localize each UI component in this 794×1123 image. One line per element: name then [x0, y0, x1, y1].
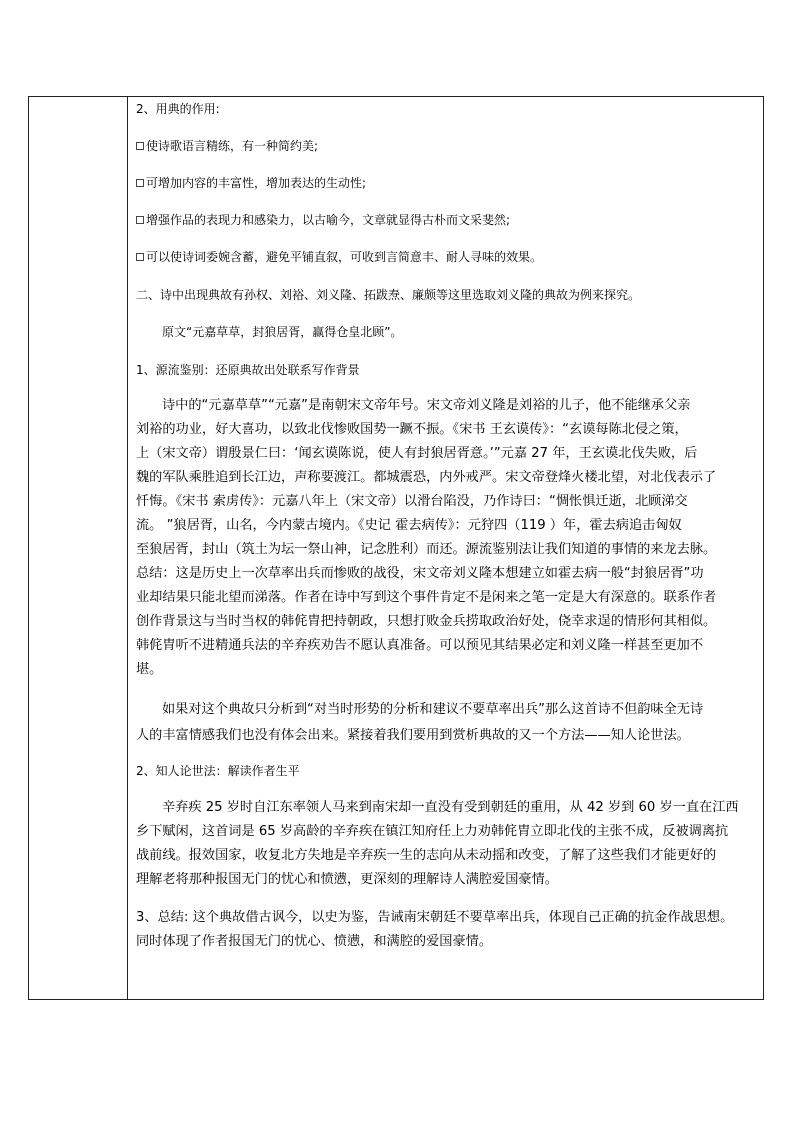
- method-heading-biography: 2、知人论世法：解读作者生平: [136, 764, 300, 778]
- paragraph-line: 辛弃疾 25 岁时自江东率领人马来到南宋却一直没有受到朝廷的重用，从 42 岁到 60 岁一直在江西: [162, 800, 739, 815]
- effect-item: 增强作品的表现力和感染力，以古喻今，文章就显得古朴而文采斐然;: [136, 211, 510, 229]
- paragraph-line: 诗中的“元嘉草草”“元嘉”是南朝宋文帝年号。宋文帝刘义隆是刘裕的儿子，他不能继承父亲: [162, 398, 691, 413]
- paragraph-line: 魏的军队乘胜追到长江边，声称要渡江。都城震恐，内外戒严。宋文帝登烽火楼北望，对北伐表示了: [136, 470, 717, 485]
- summary-line: 3、总结: 这个典故借古讽今，以史为鉴，告诫南宋朝廷不要草率出兵，体现自己正确的抗金作战思想。: [136, 910, 734, 925]
- paragraph-line: 人的丰富情感我们也没有体会出来。紧接着我们要用到赏析典故的又一个方法——知人论世法。: [136, 728, 690, 743]
- effect-item: 使诗歌语言精练，有一种简约美;: [136, 137, 318, 155]
- paragraph-line: 乡下赋闲，这首词是 65 岁高龄的辛弃疾在镇江知府任上力劝韩侂胄立即北伐的主张不成，反被调离抗: [136, 824, 729, 839]
- paragraph-line: 堪。: [136, 662, 163, 677]
- paragraph-line: 韩侂胄听不进精通兵法的辛弃疾劝告不愿认真准备。可以预见其结果必定和刘义隆一样甚至更加不: [136, 638, 704, 653]
- effect-item: 可以使诗词委婉含蓄，避免平铺直叙，可收到言简意丰、耐人寻味的效果。: [136, 248, 542, 266]
- checkbox-bullet-icon: [136, 253, 144, 261]
- paragraph-line: 总结：这是历史上一次草率出兵而惨败的战役，宋文帝刘义隆本想建立如霍去病一般“封狼居胥”功: [136, 566, 704, 581]
- original-text-quote: 原文“元嘉草草，封狼居胥，赢得仓皇北顾”。: [162, 325, 403, 339]
- paragraph-line: 创作背景这与当时当权的韩侂胄把持朝政，只想打败金兵捞取政治好处，侥幸求逞的情形何其相似。: [136, 614, 717, 629]
- paragraph-line: 理解老将那种报国无门的忧心和愤懑，更深刻的理解诗人满腔爱国豪情。: [136, 872, 558, 887]
- effect-item: 可增加内容的丰富性，增加表达的生动性;: [136, 174, 366, 192]
- paragraph-line: 业却结果只能北望而涕落。作者在诗中写到这个事件肯定不是闲来之笔一定是大有深意的。联系作者: [136, 590, 717, 605]
- checkbox-bullet-icon: [136, 142, 144, 150]
- paragraph-line: 至狼居胥，封山（筑土为坛一祭山神，记念胜利）而还。源流鉴别法让我们知道的事情的来龙去脉。: [136, 542, 717, 557]
- method-heading-source: 1、源流鉴别：还原典故出处联系写作背景: [136, 363, 360, 377]
- paragraph-line: 忏悔。《宋书 索虏传》：元嘉八年上（宋文帝）以滑台陷没，乃作诗曰：“惆怅惧迁逝，北顾涕交: [136, 494, 688, 509]
- section-heading: 2、用典的作用:: [136, 102, 220, 116]
- table-column-divider: [127, 96, 128, 1000]
- section-two-intro: 二、诗中出现典故有孙权、刘裕、刘义隆、拓跋焘、廉颇等这里选取刘义隆的典故为例来探究。: [136, 288, 641, 302]
- summary-line: 同时体现了作者报国无门的忧心、愤懑，和满腔的爱国豪情。: [136, 934, 493, 949]
- paragraph-line: 战前线。报效国家，收复北方失地是辛弃疾一生的志向从未动摇和改变，了解了这些我们才能更好的: [136, 848, 717, 863]
- paragraph-line: 上（宋文帝）谓殷景仁曰：‘闻玄谟陈说，使人有封狼居胥意。’”元嘉 27 年，王玄谟北伐失败，后: [136, 446, 698, 461]
- paragraph-line: 如果对这个典故只分析到“对当时形势的分析和建议不要草率出兵”那么这首诗不但韵味全无诗: [162, 702, 704, 717]
- checkbox-bullet-icon: [136, 179, 144, 187]
- checkbox-bullet-icon: [136, 216, 144, 224]
- paragraph-line: 流。 ”狼居胥，山名，今内蒙古境内。《史记 霍去病传》：元狩四（119 ）年，霍去病追击匈奴: [136, 518, 682, 533]
- paragraph-line: 刘裕的功业，好大喜功，以致北伐惨败国势一蹶不振。《宋书 王玄谟传》：“玄谟每陈北侵之策，: [136, 422, 688, 437]
